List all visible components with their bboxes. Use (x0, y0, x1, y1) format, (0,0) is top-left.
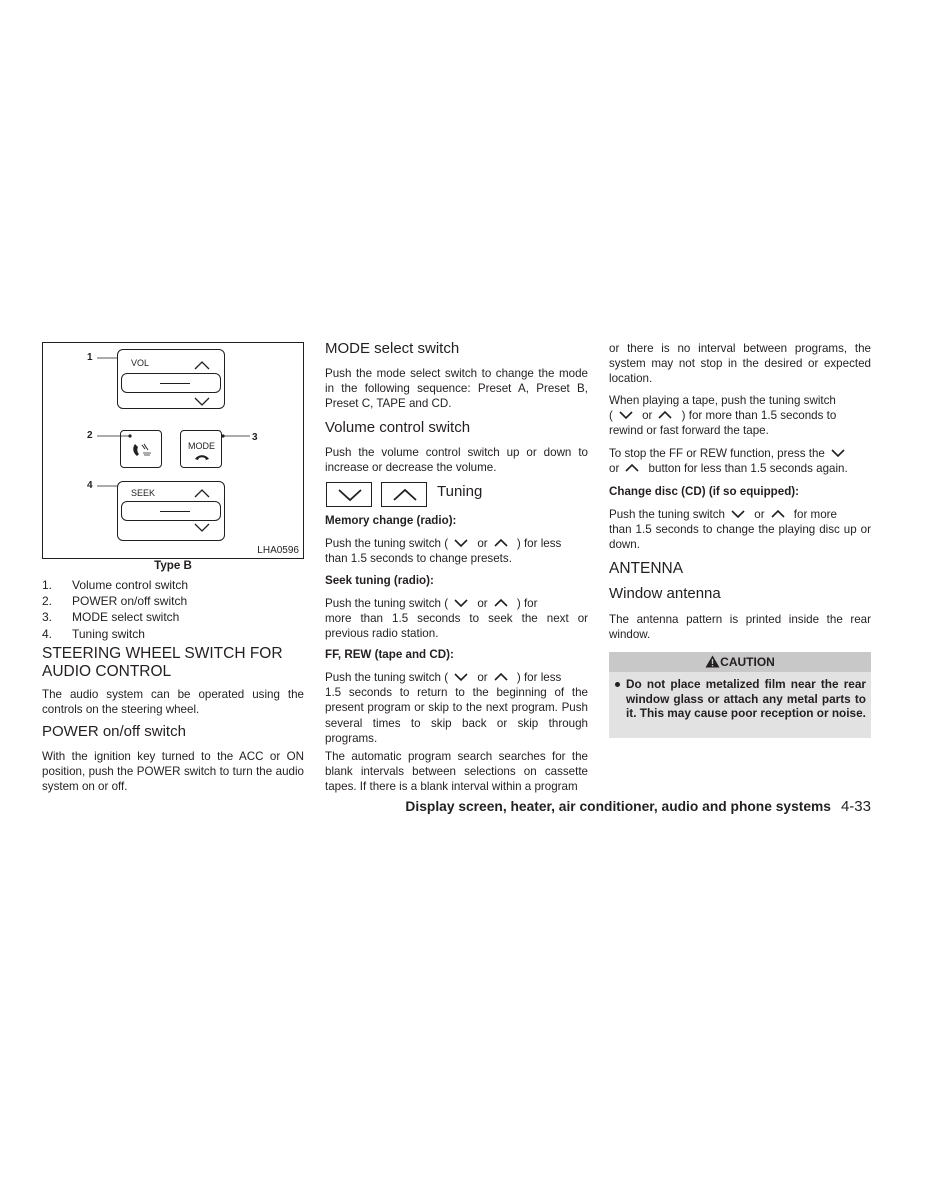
power-heading: POWER on/off switch (42, 723, 186, 740)
figure-code: LHA0596 (257, 545, 299, 556)
memory-text: Push the tuning switch ( or ) for less than 1.5 seconds to change presets. (325, 537, 562, 566)
volume-switch-center (121, 373, 221, 393)
chevron-down-icon (337, 488, 363, 502)
tune-down-button-icon (326, 482, 372, 507)
seek-down-icon (194, 523, 210, 532)
caution-text: Do not place metalized film near the rear window glass or attach any metal parts to it. This may cause poor reception or noise. (626, 677, 866, 720)
seek-text: Push the tuning switch ( or ) for more than 1.5 seconds to seek the next or previous radio station. (325, 597, 588, 641)
seek-heading: Seek tuning (radio): (325, 574, 434, 587)
bullet-icon (615, 682, 620, 687)
volume-text: Push the volume control switch up or down to increase or decrease the volume. (325, 446, 588, 475)
callout-3-leader (220, 431, 252, 441)
power-icon (130, 440, 154, 458)
mode-text: Push the mode select switch to change the mode in the following sequence: Preset A, Preset B, Preset C, TAPE and CD. (325, 367, 588, 411)
ff-rew-text: Push the tuning switch ( or ) for less 1.5 seconds to return to the beginning of the present program or skip to the next program. Push several times to skip back or skip through programs. (325, 671, 588, 745)
warning-triangle-icon (705, 655, 720, 668)
chevron-up-icon (765, 509, 791, 519)
mode-heading: MODE select switch (325, 340, 460, 357)
volume-heading: Volume control switch (325, 419, 471, 436)
power-button[interactable] (120, 430, 162, 468)
volume-up-icon (194, 361, 210, 370)
caution-box (609, 672, 871, 738)
chevron-up-icon (619, 463, 645, 473)
chevron-down-icon (613, 410, 639, 420)
chevron-down-icon (448, 538, 474, 548)
volume-down-icon (194, 397, 210, 406)
callout-1: 1 (87, 352, 93, 363)
window-antenna-heading: Window antenna (609, 585, 721, 602)
page-footer (405, 798, 871, 815)
list-item: 1. Volume control switch (42, 578, 189, 592)
ff-rew-heading: FF, REW (tape and CD): (325, 648, 454, 661)
tune-up-button-icon (381, 482, 427, 507)
chevron-up-icon (652, 410, 678, 420)
stop-ff-text: To stop the FF or REW function, press the or button for less than 1.5 seconds again. (609, 446, 871, 476)
chevron-down-icon (825, 448, 851, 458)
chevron-up-icon (488, 672, 514, 682)
tuning-switch[interactable] (117, 481, 225, 541)
window-antenna-text: The antenna pattern is printed inside the rear window. (609, 613, 871, 642)
memory-heading: Memory change (radio): (325, 514, 457, 527)
page-number: 4-33 (840, 798, 871, 815)
chevron-down-icon (725, 509, 751, 519)
caution-header (609, 652, 871, 672)
power-text: With the ignition key turned to the ACC or ON position, push the POWER switch to turn the audio system on or off. (42, 750, 304, 794)
figure-caption: Type B (154, 559, 192, 572)
phone-hangup-icon (194, 453, 210, 461)
seek-label: SEEK (131, 488, 156, 498)
tuning-heading: Tuning (437, 483, 483, 500)
mode-label: MODE (188, 441, 215, 451)
auto-search-text: The automatic program search searches for the blank intervals between selections on cassette tapes. If there is a blank interval within a program (325, 750, 588, 794)
continued-text: or there is no interval between programs, the system may not stop in the desired or expected location. (609, 342, 871, 386)
callout-2: 2 (87, 430, 93, 441)
footer-title: Display screen, heater, air conditioner, audio and phone systems (405, 799, 831, 814)
list-item: 2. POWER on/off switch (42, 594, 188, 609)
list-item: 4. Tuning switch (42, 626, 145, 641)
callout-4: 4 (87, 480, 93, 491)
chevron-up-icon (488, 598, 514, 608)
caution-title: CAUTION (720, 655, 775, 669)
chevron-down-icon (448, 672, 474, 682)
list-item: 3. MODE select switch (42, 610, 180, 625)
mode-button[interactable] (180, 430, 222, 468)
callout-3: 3 (252, 432, 258, 443)
chevron-down-icon (448, 598, 474, 608)
change-disc-heading: Change disc (CD) (if so equipped): (609, 485, 800, 498)
volume-control-switch[interactable] (117, 349, 225, 409)
change-disc-text: Push the tuning switch or for more than 1.5 seconds to change the playing disc up or down. (609, 508, 871, 552)
seek-up-icon (194, 489, 210, 498)
figure-legend (42, 577, 188, 642)
steering-switch-figure (42, 342, 304, 559)
steering-wheel-heading: STEERING WHEEL SWITCH FOR AUDIO CONTROL (42, 645, 283, 680)
seek-switch-center (121, 501, 221, 521)
antenna-heading: ANTENNA (609, 560, 684, 577)
chevron-up-icon (488, 538, 514, 548)
tape-text: When playing a tape, push the tuning switch ( or ) for more than 1.5 seconds to rewind or fast forward the tape. (609, 394, 837, 438)
steering-wheel-text: The audio system can be operated using the controls on the steering wheel. (42, 688, 304, 717)
chevron-up-icon (392, 488, 418, 502)
vol-label: VOL (131, 358, 150, 368)
